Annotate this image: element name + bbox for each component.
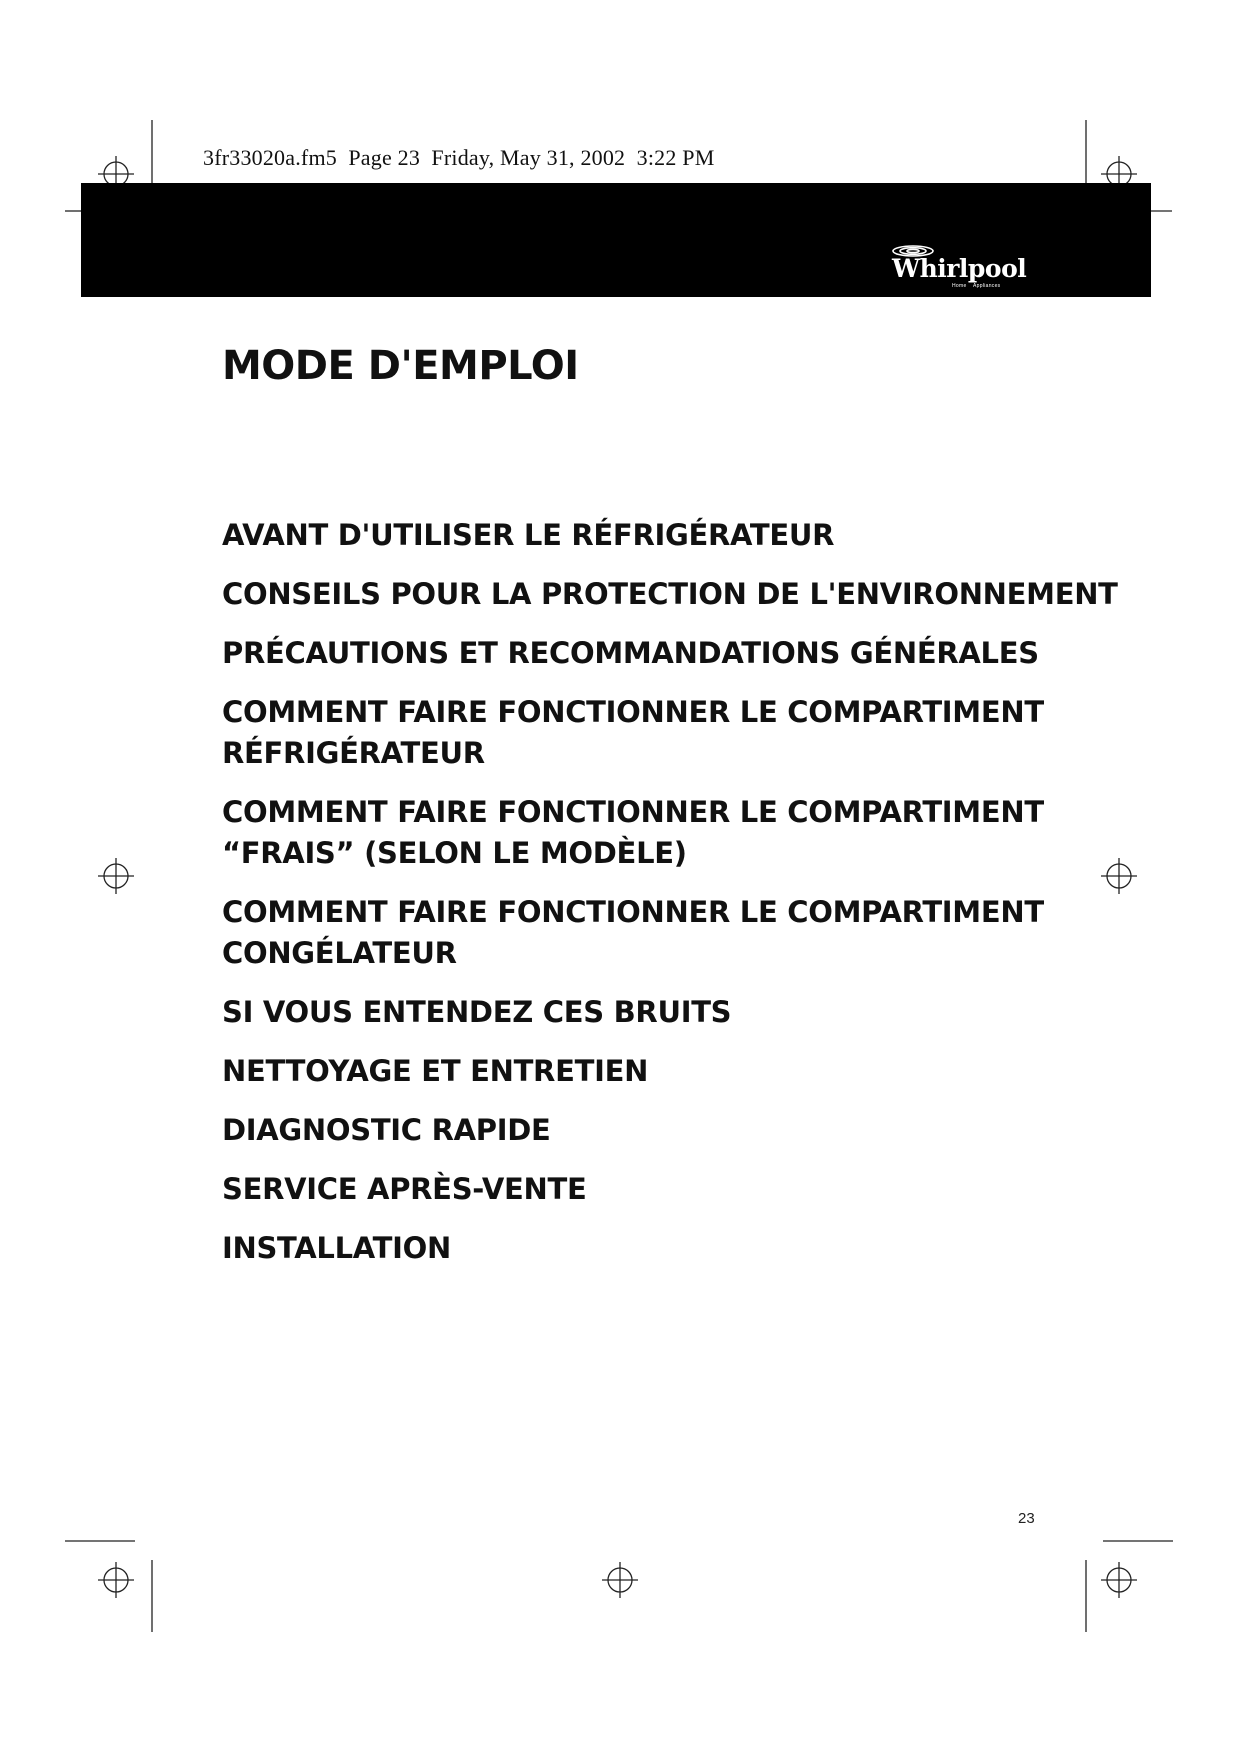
brand-logo (886, 244, 1034, 294)
logo-subtitle: Home Appliances (952, 283, 1001, 289)
table-of-contents (222, 515, 1122, 1287)
toc-item: DIAGNOSTIC RAPIDE (222, 1113, 551, 1147)
toc-item: PRÉCAUTIONS ET RECOMMANDATIONS GÉNÉRALES (222, 636, 1039, 670)
toc-item: INSTALLATION (222, 1231, 451, 1265)
toc-item: COMMENT FAIRE FONCTIONNER LE COMPARTIMENT RÉFRIGÉRATEUR (222, 695, 1044, 770)
toc-item: AVANT D'UTILISER LE RÉFRIGÉRATEUR (222, 518, 835, 552)
toc-item: NETTOYAGE ET ENTRETIEN (222, 1054, 649, 1088)
logo-wordmark: Whirlpool (892, 254, 1027, 283)
toc-item: CONSEILS POUR LA PROTECTION DE L'ENVIRONNEMENT (222, 577, 1118, 611)
page-title: MODE D'EMPLOI (222, 343, 579, 389)
toc-item: SERVICE APRÈS-VENTE (222, 1172, 587, 1206)
toc-item: COMMENT FAIRE FONCTIONNER LE COMPARTIMENT “FRAIS” (SELON LE MODÈLE) (222, 795, 1044, 870)
print-slug: 3fr33020a.fm5 Page 23 Friday, May 31, 2002 3:22 PM (203, 145, 715, 170)
page-number: 23 (1018, 1510, 1035, 1527)
toc-item: SI VOUS ENTENDEZ CES BRUITS (222, 995, 732, 1029)
toc-item: COMMENT FAIRE FONCTIONNER LE COMPARTIMENT CONGÉLATEUR (222, 895, 1044, 970)
